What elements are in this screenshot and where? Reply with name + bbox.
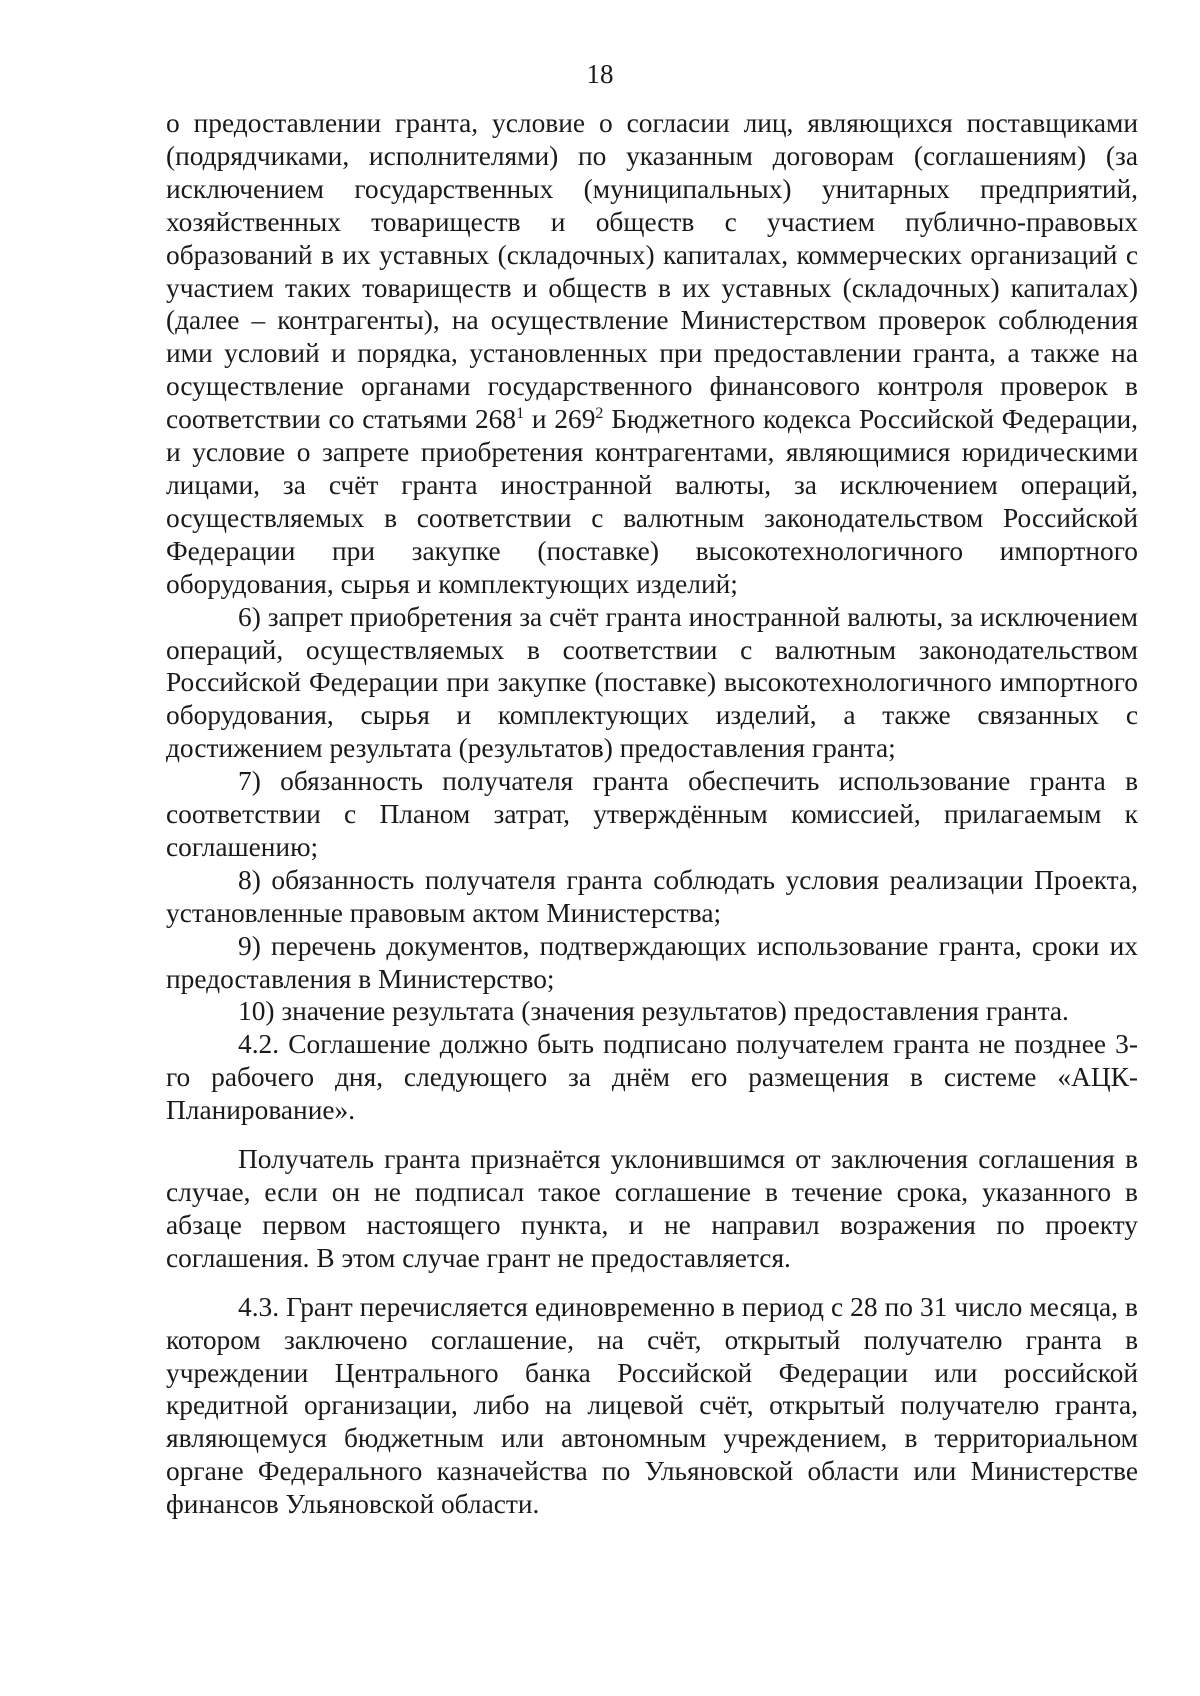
paragraph-4-3: 4.3. Грант перечисляется единовременно в период с 28 по 31 число месяца, в котором заключено соглашение, на счёт, открытый получателю гранта в учреждении Центрального банка Российской Федерации или российской кредитной организации, либо на лицевой счёт, открытый получателю гранта, являющемуся бюджетным или автономным учреждением, в территориальном органе Федерального казначейства по Ульяновской области или Министерстве финансов Ульяновской области. <box>166 1291 1138 1520</box>
paragraph-item-6: 6) запрет приобретения за счёт гранта иностранной валюты, за исключением операций, осуществляемых в соответствии с валютным законодательством Российской Федерации при закупке (поставке) высокотехнологичного импортного оборудования, сырья и комплектующих изделий, а также связанных с достижением результата (результатов) предоставления гранта; <box>166 601 1138 764</box>
paragraph-continuation <box>166 107 1138 601</box>
paragraph-text: и 269 <box>524 404 596 435</box>
paragraph-text: о предоставлении гранта, условие о согласии лиц, являющихся поставщиками (подрядчиками, исполнителями) по указанным договорам (соглашениям) (за исключением государственных (муниципальных) унитарных предприятий, хозяйственных товариществ и обществ с участием публично-правовых образований в их уставных (складочных) капиталах, коммерческих организаций с участием таких товариществ и обществ в их уставных (складочных) капиталах) (далее – контрагенты), на осуществление Министерством проверок соблюдения ими условий и порядка, установленных при предоставлении гранта, а также на осуществление органами государственного финансового контроля проверок в соответствии со статьями 268 <box>166 108 1138 435</box>
document-body <box>166 107 1138 1521</box>
superscript: 2 <box>595 405 604 423</box>
superscript: 1 <box>516 405 525 423</box>
paragraph-item-10: 10) значение результата (значения результатов) предоставления гранта. <box>238 996 1069 1027</box>
paragraph-4-2-evasion: Получатель гранта признаётся уклонившимся от заключения соглашения в случае, если он не подписал такое соглашение в течение срока, указанного в абзаце первом настоящего пункта, и не направил возражения по проекту соглашения. В этом случае грант не предоставляется. <box>166 1144 1138 1273</box>
paragraph-item-9: 9) перечень документов, подтверждающих использование гранта, сроки их предоставления в Министерство; <box>166 930 1138 994</box>
paragraph-4-2: 4.2. Соглашение должно быть подписано получателем гранта не позднее 3-го рабочего дня, следующего за днём его размещения в системе «АЦК-Планирование». <box>166 1029 1138 1126</box>
page-number: 18 <box>586 59 614 89</box>
paragraph-item-8: 8) обязанность получателя гранта соблюдать условия реализации Проекта, установленные правовым актом Министерства; <box>166 864 1138 928</box>
paragraph-text: Бюджетного кодекса Российской Федерации, и условие о запрете приобретения контрагентами, являющимися юридическими лицами, за счёт гранта иностранной валюты, за исключением операций, осуществляемых в соответствии с валютным законодательством Российской Федерации при закупке (поставке) высокотехнологичного импортного оборудования, сырья и комплектующих изделий; <box>166 404 1138 599</box>
paragraph-item-7: 7) обязанность получателя гранта обеспечить использование гранта в соответствии с Планом затрат, утверждённым комиссией, прилагаемым к соглашению; <box>166 766 1138 862</box>
